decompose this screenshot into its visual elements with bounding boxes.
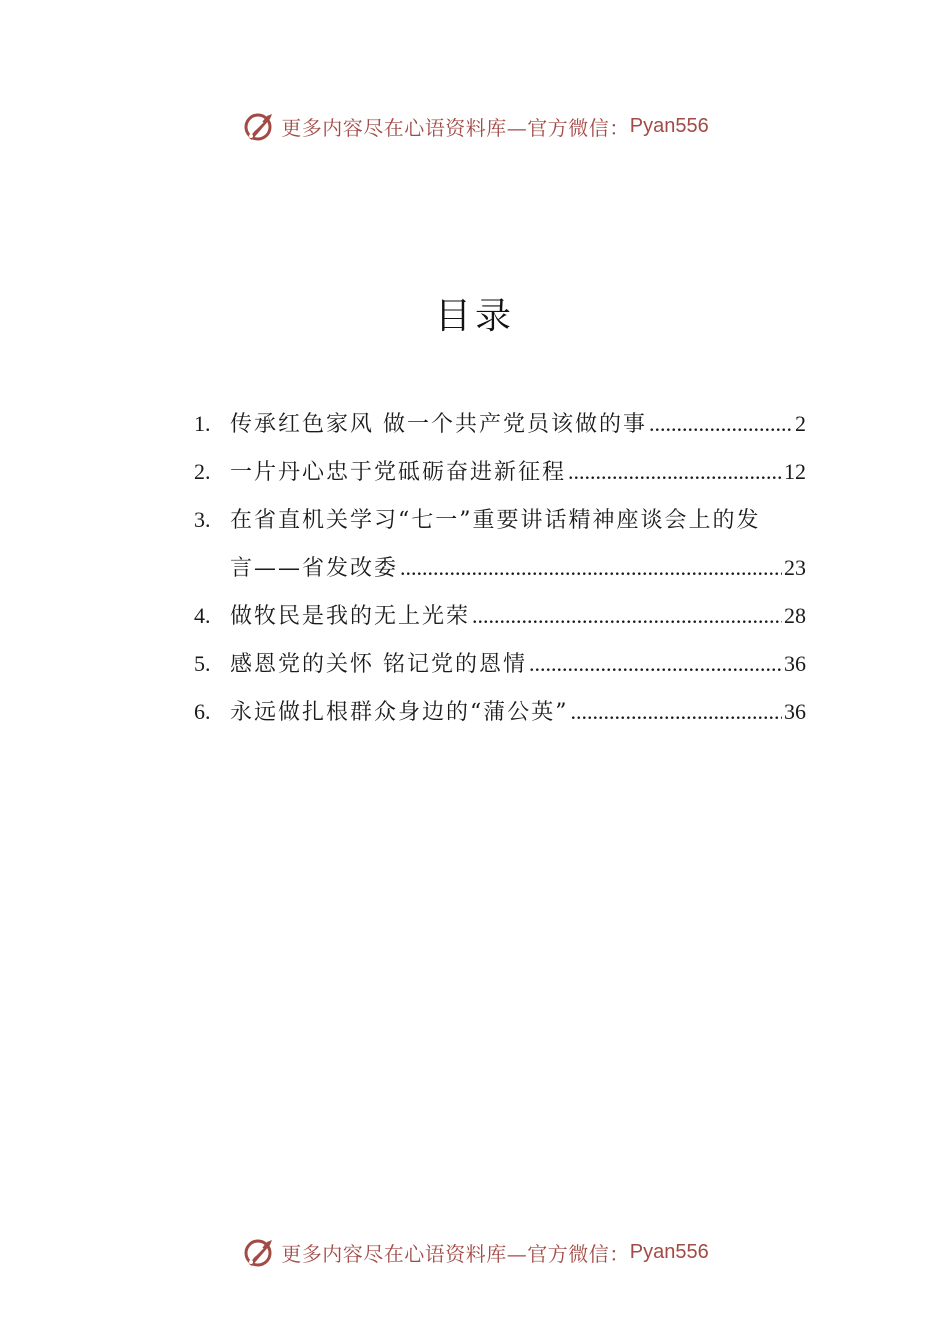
toc-entry-page: 36 (784, 651, 806, 676)
footer-banner (0, 1232, 950, 1272)
toc-entry-title: 一片丹心忠于党砥砺奋进新征程 (230, 460, 567, 485)
toc-entry-title: 永远做扎根群众身边的“蒲公英” (230, 700, 569, 725)
toc-entry-number: 4. (194, 603, 211, 628)
toc-leader-dots (529, 640, 782, 687)
toc-entry-number: 1. (194, 411, 211, 436)
toc-entry-6[interactable] (194, 688, 806, 736)
toc-entry-title: 做牧民是我的无上光荣 (230, 604, 471, 629)
toc-entry-3[interactable] (194, 496, 806, 592)
toc-leader-dots (568, 448, 782, 495)
footer-banner-text: 更多内容尽在心语资料库—官方微信： (281, 1241, 630, 1266)
banner-wechat-handle: Pyan556 (629, 114, 709, 137)
toc-entry-title-line1: 在省直机关学习“七一”重要讲话精神座谈会上的发 (230, 508, 761, 533)
toc-entry-page: 36 (784, 699, 806, 724)
toc-entry-1[interactable] (194, 400, 806, 448)
pen-nib-logo-icon (241, 108, 277, 144)
toc-entry-title: 传承红色家风 做一个共产党员该做的事 (230, 412, 647, 437)
table-of-contents (194, 400, 806, 736)
toc-entry-title: 感恩党的关怀 铭记党的恩情 (230, 652, 527, 677)
footer-banner-wechat-handle: Pyan556 (629, 1240, 709, 1263)
toc-entry-2[interactable] (194, 448, 806, 496)
banner-text: 更多内容尽在心语资料库—官方微信： (281, 115, 630, 140)
toc-entry-number: 2. (194, 459, 211, 484)
toc-leader-dots (472, 592, 782, 639)
toc-entry-page: 2 (795, 411, 806, 436)
toc-entry-page: 12 (784, 459, 806, 484)
toc-entry-title-line2: 言——省发改委 (230, 556, 399, 581)
pen-nib-logo-icon (241, 1234, 277, 1270)
toc-entry-number: 3. (194, 507, 211, 532)
toc-entry-page: 23 (784, 555, 806, 580)
toc-leader-dots (400, 544, 782, 591)
toc-leader-dots (571, 688, 783, 735)
toc-entry-number: 5. (194, 651, 211, 676)
toc-entry-5[interactable] (194, 640, 806, 688)
header-banner (0, 106, 950, 146)
toc-entry-number: 6. (194, 699, 211, 724)
page-title: 目录 (434, 296, 515, 337)
toc-leader-dots (649, 400, 793, 447)
toc-entry-4[interactable] (194, 592, 806, 640)
toc-entry-page: 28 (784, 603, 806, 628)
